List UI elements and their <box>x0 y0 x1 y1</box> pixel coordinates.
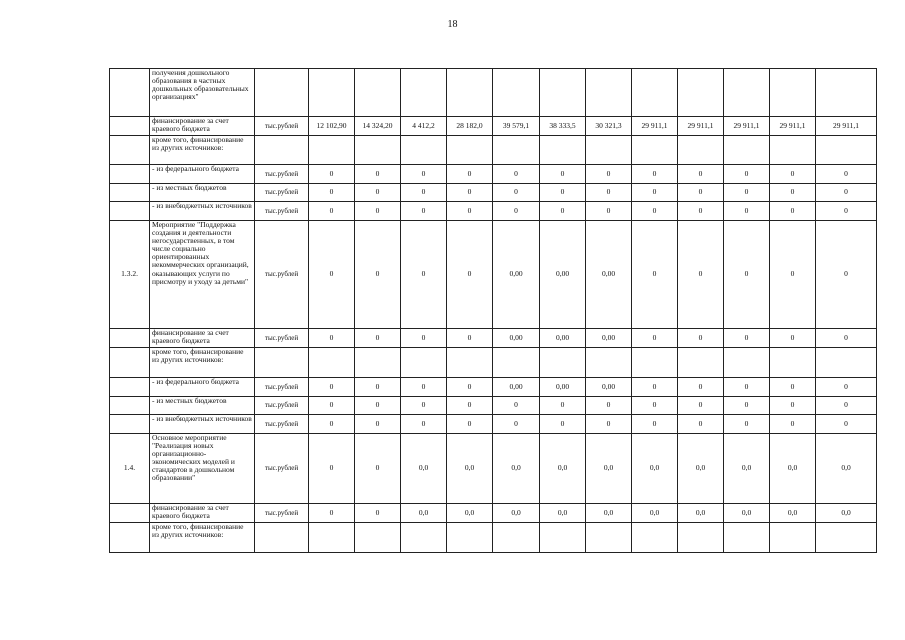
value-cell: 0 <box>447 165 493 184</box>
value-cell <box>724 69 770 117</box>
row-code <box>110 202 150 221</box>
row-description: финансирование за счет краевого бюджета <box>150 504 255 523</box>
value-cell: 0 <box>309 329 355 348</box>
value-cell: 0,0 <box>401 434 447 504</box>
row-code: 1.4. <box>110 434 150 504</box>
value-cell: 29 911,1 <box>724 117 770 136</box>
budget-table <box>109 68 877 553</box>
value-cell <box>816 348 877 378</box>
value-cell: 0,0 <box>540 504 586 523</box>
value-cell: 0 <box>540 202 586 221</box>
value-cell <box>540 136 586 165</box>
value-cell: 0 <box>678 184 724 202</box>
value-cell <box>816 523 877 553</box>
value-cell <box>447 348 493 378</box>
value-cell: 0 <box>309 184 355 202</box>
value-cell <box>540 69 586 117</box>
row-description: финансирование за счет краевого бюджета <box>150 329 255 348</box>
value-cell: 0 <box>770 184 816 202</box>
value-cell <box>401 348 447 378</box>
value-cell: 0 <box>586 415 632 434</box>
value-cell <box>309 523 355 553</box>
value-cell: 0 <box>816 184 877 202</box>
row-code <box>110 415 150 434</box>
value-cell: 0 <box>816 415 877 434</box>
value-cell: 0 <box>401 378 447 397</box>
value-cell <box>447 136 493 165</box>
value-cell: 0 <box>724 165 770 184</box>
value-cell: 0,0 <box>632 434 678 504</box>
row-code <box>110 69 150 117</box>
value-cell: 28 182,0 <box>447 117 493 136</box>
value-cell <box>678 69 724 117</box>
value-cell <box>447 523 493 553</box>
value-cell: 0 <box>355 504 401 523</box>
value-cell: 0 <box>816 202 877 221</box>
row-description: кроме того, финансирование из других источников: <box>150 523 255 553</box>
value-cell: 0 <box>770 202 816 221</box>
value-cell: 0 <box>540 397 586 415</box>
value-cell: 0 <box>493 397 540 415</box>
row-code: 1.3.2. <box>110 221 150 329</box>
value-cell: 0 <box>540 184 586 202</box>
value-cell <box>309 69 355 117</box>
value-cell <box>770 523 816 553</box>
value-cell <box>678 523 724 553</box>
value-cell: 0,0 <box>586 504 632 523</box>
row-unit: тыс.рублей <box>255 504 309 523</box>
row-unit: тыс.рублей <box>255 329 309 348</box>
value-cell <box>632 136 678 165</box>
value-cell: 0,0 <box>678 504 724 523</box>
value-cell: 0 <box>632 329 678 348</box>
value-cell <box>586 69 632 117</box>
value-cell: 0 <box>493 165 540 184</box>
value-cell: 0 <box>724 378 770 397</box>
value-cell <box>309 348 355 378</box>
value-cell: 0 <box>770 329 816 348</box>
row-description: - из федерального бюджета <box>150 378 255 397</box>
row-description: кроме того, финансирование из других источников: <box>150 348 255 378</box>
value-cell: 0 <box>447 378 493 397</box>
value-cell <box>724 348 770 378</box>
value-cell: 0 <box>632 415 678 434</box>
value-cell: 0,0 <box>493 504 540 523</box>
value-cell: 0 <box>678 221 724 329</box>
value-cell: 0,00 <box>586 329 632 348</box>
value-cell: 0 <box>309 415 355 434</box>
value-cell: 0 <box>447 202 493 221</box>
value-cell: 0 <box>401 221 447 329</box>
value-cell: 14 324,20 <box>355 117 401 136</box>
value-cell: 0 <box>724 184 770 202</box>
row-unit <box>255 523 309 553</box>
value-cell <box>355 136 401 165</box>
row-unit <box>255 136 309 165</box>
row-unit: тыс.рублей <box>255 434 309 504</box>
value-cell <box>540 523 586 553</box>
value-cell: 0 <box>355 434 401 504</box>
value-cell <box>540 348 586 378</box>
value-cell: 30 321,3 <box>586 117 632 136</box>
value-cell: 0,0 <box>586 434 632 504</box>
value-cell: 0,0 <box>770 434 816 504</box>
value-cell: 0 <box>632 397 678 415</box>
table-row <box>110 378 877 397</box>
value-cell: 0 <box>493 202 540 221</box>
value-cell <box>493 348 540 378</box>
value-cell: 29 911,1 <box>632 117 678 136</box>
table-row <box>110 415 877 434</box>
value-cell: 0 <box>493 184 540 202</box>
value-cell: 0 <box>586 202 632 221</box>
table-row <box>110 329 877 348</box>
value-cell <box>724 136 770 165</box>
value-cell: 0 <box>309 165 355 184</box>
value-cell <box>355 69 401 117</box>
value-cell: 0,0 <box>678 434 724 504</box>
value-cell <box>632 348 678 378</box>
table-row <box>110 117 877 136</box>
row-code <box>110 348 150 378</box>
value-cell: 0 <box>678 397 724 415</box>
row-code <box>110 378 150 397</box>
value-cell: 0 <box>816 329 877 348</box>
value-cell: 0 <box>447 415 493 434</box>
value-cell: 0,00 <box>493 221 540 329</box>
value-cell: 29 911,1 <box>678 117 724 136</box>
value-cell: 0 <box>355 397 401 415</box>
value-cell: 0 <box>632 202 678 221</box>
value-cell <box>493 136 540 165</box>
value-cell: 0 <box>678 165 724 184</box>
row-unit: тыс.рублей <box>255 221 309 329</box>
row-description: - из внебюджетных источников <box>150 202 255 221</box>
value-cell: 0 <box>816 165 877 184</box>
row-unit: тыс.рублей <box>255 165 309 184</box>
row-description: - из местных бюджетов <box>150 184 255 202</box>
table-row <box>110 221 877 329</box>
value-cell <box>816 136 877 165</box>
value-cell: 0,0 <box>447 504 493 523</box>
value-cell: 0,0 <box>632 504 678 523</box>
value-cell: 0,0 <box>447 434 493 504</box>
row-description: Основное мероприятие "Реализация новых организационно-экономических моделей и стандартов в дошкольном образовании" <box>150 434 255 504</box>
value-cell: 0 <box>770 221 816 329</box>
row-unit: тыс.рублей <box>255 378 309 397</box>
value-cell: 0 <box>632 184 678 202</box>
value-cell: 0 <box>355 415 401 434</box>
row-description: кроме того, финансирование из других источников: <box>150 136 255 165</box>
value-cell <box>447 69 493 117</box>
value-cell: 0,0 <box>770 504 816 523</box>
value-cell: 0 <box>816 378 877 397</box>
value-cell <box>678 136 724 165</box>
value-cell: 0 <box>447 329 493 348</box>
value-cell: 0 <box>447 221 493 329</box>
value-cell: 0 <box>632 378 678 397</box>
value-cell: 0,0 <box>493 434 540 504</box>
value-cell: 0 <box>309 202 355 221</box>
value-cell: 0 <box>632 165 678 184</box>
value-cell: 0,0 <box>540 434 586 504</box>
row-code <box>110 397 150 415</box>
value-cell: 0 <box>355 329 401 348</box>
value-cell: 0,00 <box>586 378 632 397</box>
value-cell: 0 <box>309 434 355 504</box>
row-code <box>110 329 150 348</box>
value-cell <box>770 69 816 117</box>
value-cell: 0 <box>724 329 770 348</box>
value-cell: 38 333,5 <box>540 117 586 136</box>
value-cell <box>678 348 724 378</box>
row-description: - из федерального бюджета <box>150 165 255 184</box>
row-code <box>110 523 150 553</box>
row-code <box>110 504 150 523</box>
value-cell <box>401 69 447 117</box>
value-cell: 0 <box>724 202 770 221</box>
value-cell <box>355 348 401 378</box>
value-cell <box>632 69 678 117</box>
value-cell <box>632 523 678 553</box>
row-description: - из местных бюджетов <box>150 397 255 415</box>
row-code <box>110 184 150 202</box>
row-unit: тыс.рублей <box>255 415 309 434</box>
value-cell: 0,00 <box>540 378 586 397</box>
value-cell: 0 <box>770 397 816 415</box>
row-unit <box>255 348 309 378</box>
value-cell: 0 <box>770 415 816 434</box>
value-cell: 0,00 <box>493 329 540 348</box>
value-cell: 0,00 <box>540 329 586 348</box>
row-code <box>110 117 150 136</box>
table-row <box>110 165 877 184</box>
value-cell: 0,00 <box>540 221 586 329</box>
value-cell <box>816 69 877 117</box>
table-row <box>110 348 877 378</box>
value-cell: 0,0 <box>724 504 770 523</box>
value-cell: 0 <box>355 184 401 202</box>
value-cell: 0,0 <box>724 434 770 504</box>
table-row <box>110 69 877 117</box>
value-cell <box>401 523 447 553</box>
value-cell: 0 <box>540 415 586 434</box>
value-cell <box>355 523 401 553</box>
value-cell: 0 <box>724 415 770 434</box>
value-cell: 0 <box>401 202 447 221</box>
value-cell: 0 <box>401 415 447 434</box>
value-cell: 0 <box>447 184 493 202</box>
value-cell <box>586 523 632 553</box>
value-cell: 0 <box>724 397 770 415</box>
value-cell: 0 <box>401 184 447 202</box>
value-cell: 0 <box>770 378 816 397</box>
table-row <box>110 504 877 523</box>
value-cell: 4 412,2 <box>401 117 447 136</box>
value-cell <box>586 348 632 378</box>
value-cell: 0 <box>586 397 632 415</box>
value-cell: 0 <box>447 397 493 415</box>
value-cell: 0 <box>355 202 401 221</box>
value-cell: 0 <box>355 378 401 397</box>
row-description: - из внебюджетных источников <box>150 415 255 434</box>
value-cell <box>724 523 770 553</box>
value-cell: 0,0 <box>816 504 877 523</box>
value-cell: 0 <box>493 415 540 434</box>
table-body <box>110 69 877 553</box>
value-cell: 12 102,90 <box>309 117 355 136</box>
value-cell: 0 <box>678 329 724 348</box>
row-unit: тыс.рублей <box>255 202 309 221</box>
value-cell: 0,00 <box>493 378 540 397</box>
value-cell <box>586 136 632 165</box>
value-cell: 0 <box>586 184 632 202</box>
value-cell: 0 <box>586 165 632 184</box>
value-cell: 39 579,1 <box>493 117 540 136</box>
value-cell: 0 <box>309 397 355 415</box>
value-cell: 0 <box>401 329 447 348</box>
value-cell: 0 <box>816 221 877 329</box>
value-cell: 0 <box>678 378 724 397</box>
table-row <box>110 184 877 202</box>
value-cell: 29 911,1 <box>816 117 877 136</box>
row-code <box>110 136 150 165</box>
value-cell: 0 <box>632 221 678 329</box>
value-cell: 0 <box>770 165 816 184</box>
value-cell <box>401 136 447 165</box>
value-cell: 0 <box>355 165 401 184</box>
row-unit: тыс.рублей <box>255 184 309 202</box>
value-cell <box>309 136 355 165</box>
row-description: получения дошкольного образования в частных дошкольных образовательных организациях" <box>150 69 255 117</box>
page-number: 18 <box>447 19 458 30</box>
value-cell: 0 <box>816 397 877 415</box>
table-row <box>110 523 877 553</box>
value-cell <box>493 523 540 553</box>
value-cell: 0 <box>309 221 355 329</box>
value-cell: 0,0 <box>401 504 447 523</box>
value-cell: 0 <box>309 504 355 523</box>
value-cell <box>770 348 816 378</box>
value-cell: 0 <box>355 221 401 329</box>
value-cell: 0 <box>678 202 724 221</box>
table-row <box>110 202 877 221</box>
row-unit <box>255 69 309 117</box>
row-code <box>110 165 150 184</box>
value-cell <box>770 136 816 165</box>
value-cell: 29 911,1 <box>770 117 816 136</box>
value-cell: 0 <box>724 221 770 329</box>
row-unit: тыс.рублей <box>255 397 309 415</box>
value-cell: 0 <box>678 415 724 434</box>
value-cell: 0 <box>401 165 447 184</box>
table-row <box>110 434 877 504</box>
value-cell: 0,00 <box>586 221 632 329</box>
value-cell: 0 <box>401 397 447 415</box>
row-description: Мероприятие "Поддержка создания и деятельности негосударственных, в том числе социально ориентированных некоммерческих организаций, оказывающих услуги по присмотру и уходу за детьми" <box>150 221 255 329</box>
value-cell: 0 <box>309 378 355 397</box>
value-cell: 0 <box>540 165 586 184</box>
row-description: финансирование за счет краевого бюджета <box>150 117 255 136</box>
value-cell <box>493 69 540 117</box>
table-row <box>110 136 877 165</box>
row-unit: тыс.рублей <box>255 117 309 136</box>
value-cell: 0,0 <box>816 434 877 504</box>
table-row <box>110 397 877 415</box>
